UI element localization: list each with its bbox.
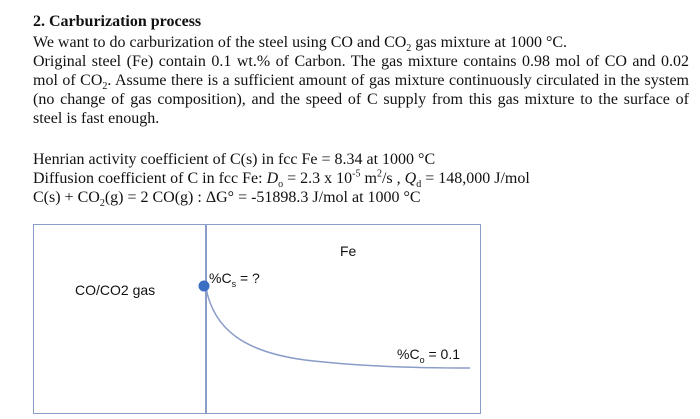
diffusion-value: = 2.3 x 10 bbox=[283, 170, 353, 187]
diffusion-D-symbol: D bbox=[266, 170, 279, 187]
paragraph-text: Original steel (Fe) contain 0.1 wt.% of Carbon. The gas mixture contains 0.98 mol of CO and 0.02 mol of CO bbox=[33, 53, 689, 89]
diffusion-unit-end: /s , bbox=[381, 170, 405, 187]
reaction-text: C(s) + CO bbox=[33, 189, 100, 206]
surface-carbon-symbol: %C bbox=[209, 270, 232, 286]
initial-carbon-value: = 0.1 bbox=[424, 346, 460, 362]
diffusion-D-subscript: o bbox=[278, 179, 284, 191]
reaction-co2-subscript: 2 bbox=[99, 198, 105, 210]
gas-label: CO/CO2 gas bbox=[75, 282, 156, 298]
reaction-energy-text: (g) = 2 CO(g) : ΔG° = -51898.3 J/mol at 1000 °C bbox=[104, 189, 421, 206]
intro-text-end: gas mixture at 1000 °C. bbox=[411, 34, 568, 51]
surface-carbon-label bbox=[209, 270, 260, 289]
diffusion-text: Diffusion coefficient of C in fcc Fe: bbox=[33, 170, 267, 187]
activation-energy-value: = 148,000 J/mol bbox=[421, 170, 530, 187]
surface-carbon-value: = ? bbox=[236, 270, 260, 286]
diffusion-exponent: -5 bbox=[352, 168, 361, 180]
intro-text: We want to do carburization of the steel using CO and CO bbox=[33, 34, 407, 51]
henrian-coefficient-line: Henrian activity coefficient of C(s) in fcc Fe = 8.34 at 1000 °C bbox=[33, 151, 436, 168]
diffusion-unit: m bbox=[360, 170, 377, 187]
surface-carbon-subscript: s bbox=[231, 278, 237, 289]
problem-heading: 2. Carburization process bbox=[33, 13, 202, 30]
initial-carbon-subscript: o bbox=[419, 354, 425, 365]
paragraph-co2-subscript: 2 bbox=[102, 81, 108, 93]
surface-concentration-dot bbox=[199, 281, 210, 292]
initial-carbon-label bbox=[397, 346, 460, 365]
intro-co2-subscript: 2 bbox=[406, 43, 412, 55]
diffusion-unit-exponent: 2 bbox=[376, 168, 382, 180]
initial-carbon-symbol: %C bbox=[397, 346, 420, 362]
activation-Q-symbol: Q bbox=[404, 170, 417, 187]
paragraph-text-end: . Assume there is a sufficient amount of gas mixture continuously circulated in the system (no change of gas composition), and the speed of C supply from this gas mixture to the surface of steel is fast enough. bbox=[33, 72, 689, 127]
activation-Q-subscript: d bbox=[416, 179, 422, 191]
fe-label: Fe bbox=[340, 243, 357, 259]
